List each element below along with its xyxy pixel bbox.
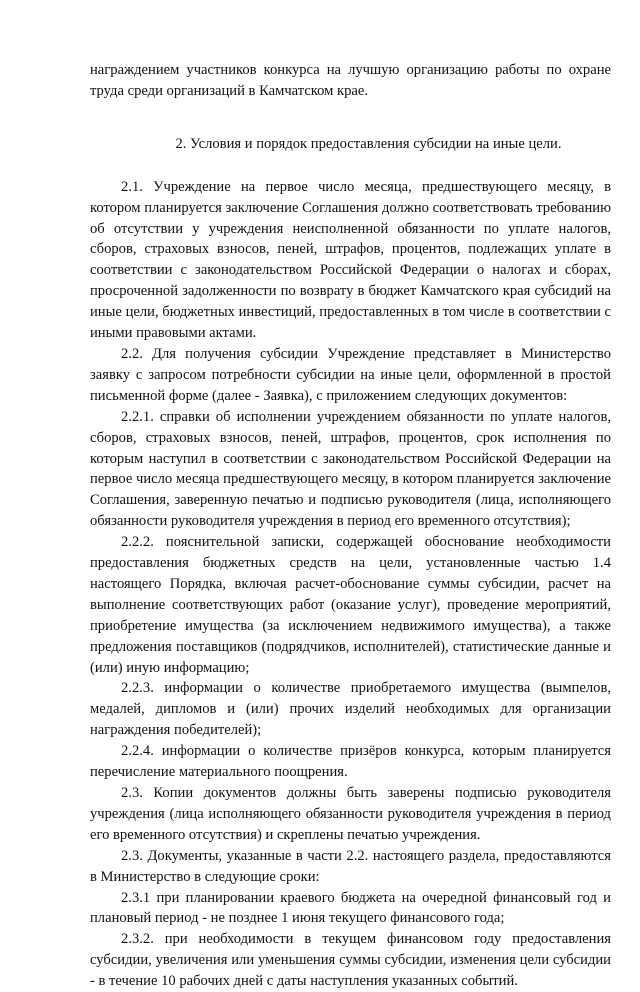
paragraph-intro: награждением участников конкурса на лучшую организацию работы по охране труда среди организаций в Камчатском крае. bbox=[90, 62, 611, 99]
paragraph-2-2-3: 2.2.3. информации о количестве приобретаемого имущества (вымпелов, медалей, дипломов и (или) прочих изделий необходимых для организации награждения победителей); bbox=[90, 680, 611, 739]
section-heading: 2. Условия и порядок предоставления субсидии на иные цели. bbox=[175, 135, 562, 152]
paragraph-2-1: 2.1. Учреждение на первое число месяца, предшествующего месяцу, в котором планируется заключение Соглашения должно соответствовать требованию об отсутствии у учреждения неисполненной обязанности по уплате налогов, сборов, страховых взносов, пеней, штрафов, процентов, подлежащих уплате в соответствии с законодательством Российской Федерации о налогах и сборах, просроченной задолженности по возврату в бюджет Камчатского края субсидий на иные цели, бюджетных инвестиций, предоставленных в том числе в соответствии с иными правовыми актами. bbox=[90, 178, 611, 342]
paragraph-2-2-1: 2.2.1. справки об исполнении учреждением обязанности по уплате налогов, сборов, страховых взносов, пеней, штрафов, процентов, срок исполнения по которым наступил в соответствии с законодательством Российской Федерации на первое число месяца предшествующего месяцу, в котором планируется заключение Соглашения, заверенную печатью и подписью руководителя (лица, исполняющего обязанности руководителя учреждения в период его временного отсутствия); bbox=[90, 408, 611, 530]
paragraph-2-2: 2.2. Для получения субсидии Учреждение представляет в Министерство заявку с запросом потребности субсидии на иные цели, оформленной в простой письменной форме (далее - Заявка), с приложением следующих документов: bbox=[90, 345, 611, 404]
paragraph-2-3-2: 2.3.2. при необходимости в текущем финансовом году предоставления субсидии, увеличения или уменьшения суммы субсидии, изменения цели субсидии - в течение 10 рабочих дней с даты наступления указанных событий. bbox=[90, 931, 611, 990]
paragraph-2-2-4: 2.2.4. информации о количестве призёров конкурса, которым планируется перечисление материального поощрения. bbox=[90, 743, 611, 781]
paragraph-2-3-copies: 2.3. Копии документов должны быть заверены подписью руководителя учреждения (лица исполняющего обязанности руководителя учреждения в период его временного отсутствия) и скреплены печатью учреждения. bbox=[90, 785, 611, 843]
document-page bbox=[90, 60, 611, 992]
paragraph-2-3-1: 2.3.1 при планировании краевого бюджета на очередной финансовый год и плановый период - не позднее 1 июня текущего финансового года; bbox=[90, 889, 611, 927]
paragraph-2-3-deadlines: 2.3. Документы, указанные в части 2.2. настоящего раздела, предоставляются в Министерство в следующие сроки: bbox=[90, 847, 611, 885]
paragraph-2-2-2: 2.2.2. пояснительной записки, содержащей обоснование необходимости предоставления бюджетных средств на цели, установленные частью 1.4 настоящего Порядка, включая расчет-обоснование суммы субсидии, расчет на выполнение соответствующих работ (оказание услуг), проведение мероприятий, приобретение имущества (за исключением недвижимого имущества), а также предложения поставщиков (подрядчиков, исполнителей), статистические данные и (или) иную информацию; bbox=[90, 534, 611, 676]
